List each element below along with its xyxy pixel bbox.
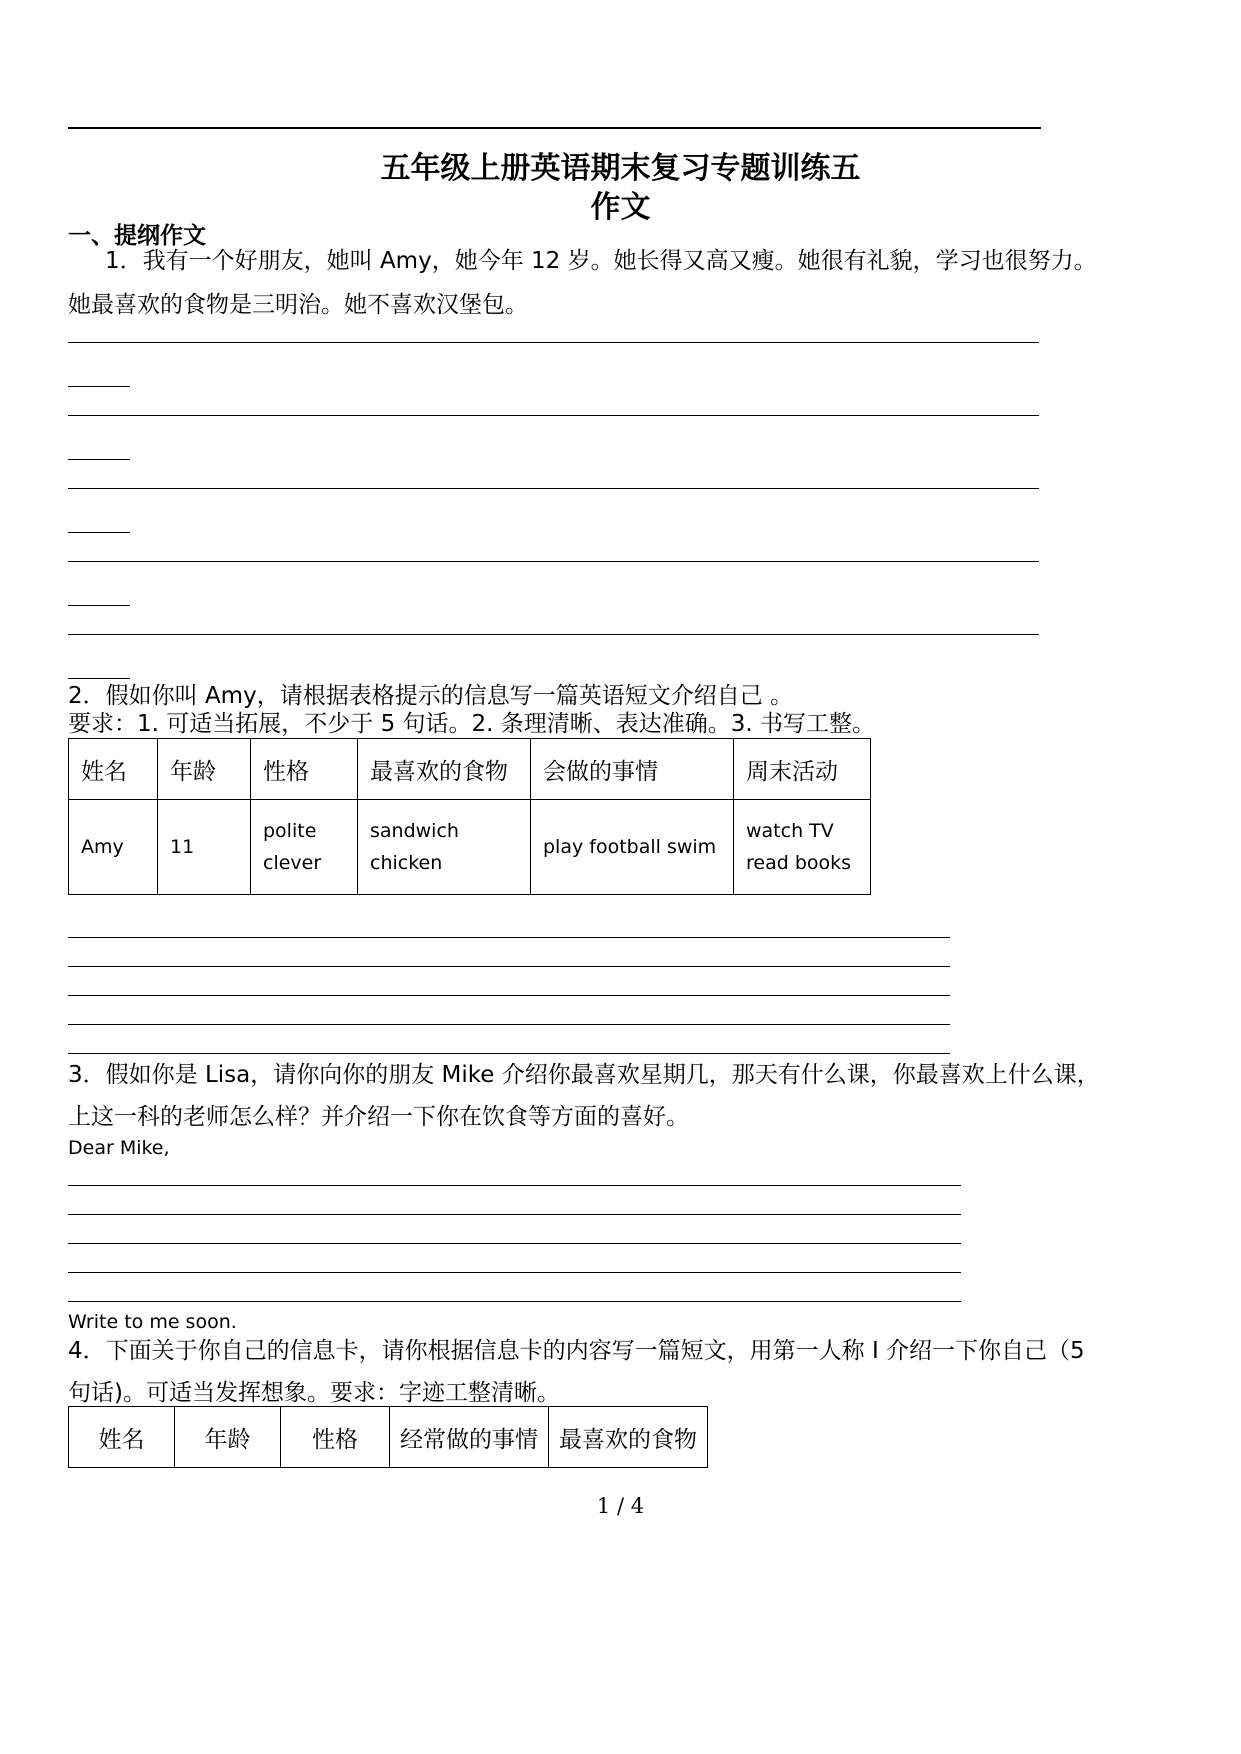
table-header-cell: 姓名 [69, 739, 158, 800]
writing-line [68, 634, 1039, 635]
letter-closing: Write to me soon. [68, 1311, 237, 1333]
writing-line-stub [68, 605, 130, 606]
writing-line-stub [68, 678, 130, 679]
table-cell-food [358, 800, 531, 895]
letter-greeting: Dear Mike, [68, 1137, 170, 1159]
writing-line [68, 1185, 961, 1186]
cell-text: polite [263, 820, 317, 842]
table-row [69, 800, 871, 895]
cell-text: read books [746, 852, 852, 874]
writing-line [68, 561, 1039, 562]
table-header-cell: 最喜欢的食物 [549, 1407, 708, 1468]
table-header-cell: 最喜欢的食物 [358, 739, 531, 800]
writing-line [68, 415, 1039, 416]
writing-line [68, 488, 1039, 489]
writing-line-stub [68, 386, 130, 387]
writing-line [68, 1243, 961, 1244]
writing-line [68, 1053, 950, 1054]
q2-info-table [68, 738, 871, 895]
table-cell-weekend [734, 800, 871, 895]
writing-line [68, 1024, 950, 1025]
table-cell-can-do: play football swim [531, 800, 734, 895]
table-header-cell: 周末活动 [734, 739, 871, 800]
section-heading: 一、提纲作文 [68, 223, 206, 249]
table-header-row [69, 1407, 708, 1468]
writing-line [68, 1301, 961, 1302]
table-cell-name: Amy [69, 800, 158, 895]
table-header-row [69, 739, 871, 800]
q2-prompt: 2．假如你叫 Amy，请根据表格提示的信息写一篇英语短文介绍自己 。 [68, 683, 794, 709]
table-header-cell: 经常做的事情 [390, 1407, 549, 1468]
table-header-cell: 年龄 [175, 1407, 281, 1468]
writing-line [68, 342, 1039, 343]
table-header-cell: 会做的事情 [531, 739, 734, 800]
q4-info-card-table [68, 1406, 708, 1468]
table-header-cell: 性格 [251, 739, 358, 800]
q1-prompt-line2: 她最喜欢的食物是三明治。她不喜欢汉堡包。 [68, 292, 528, 318]
writing-line [68, 966, 950, 967]
header-rule [68, 127, 1041, 129]
q3-prompt-line2: 上这一科的老师怎么样？并介绍一下你在饮食等方面的喜好。 [68, 1104, 689, 1130]
table-header-cell: 年龄 [158, 739, 251, 800]
document-subtitle: 作文 [590, 190, 651, 225]
document-title: 五年级上册英语期末复习专题训练五 [380, 151, 861, 186]
q4-prompt-line1: 4．下面关于你自己的信息卡，请你根据信息卡的内容写一篇短文，用第一人称 I 介绍一下你自己（5 [68, 1338, 1085, 1364]
writing-line [68, 1272, 961, 1273]
table-header-cell: 性格 [281, 1407, 390, 1468]
writing-line-stub [68, 532, 130, 533]
table-cell-personality [251, 800, 358, 895]
writing-line [68, 995, 950, 996]
writing-line [68, 1214, 961, 1215]
writing-line [68, 937, 950, 938]
page-number: 1 / 4 [596, 1494, 645, 1518]
q3-prompt-line1: 3．假如你是 Lisa，请你向你的朋友 Mike 介绍你最喜欢星期几，那天有什么课，你最喜欢上什么课， [68, 1062, 1100, 1088]
cell-text: chicken [370, 852, 443, 874]
writing-line-stub [68, 459, 130, 460]
table-header-cell: 姓名 [69, 1407, 175, 1468]
q1-prompt-line1: 1．我有一个好朋友，她叫 Amy，她今年 12 岁。她长得又高又瘦。她很有礼貌，学习也很努力。 [105, 248, 1097, 274]
cell-text: watch TV [746, 820, 834, 842]
cell-text: sandwich [370, 820, 459, 842]
q2-requirements: 要求：1. 可适当拓展，不少于 5 句话。2. 条理清晰、表达准确。3. 书写工整。 [68, 711, 876, 737]
q4-prompt-line2: 句话)。可适当发挥想象。要求：字迹工整清晰。 [68, 1380, 560, 1406]
cell-text: clever [263, 852, 322, 874]
table-cell-age: 11 [158, 800, 251, 895]
